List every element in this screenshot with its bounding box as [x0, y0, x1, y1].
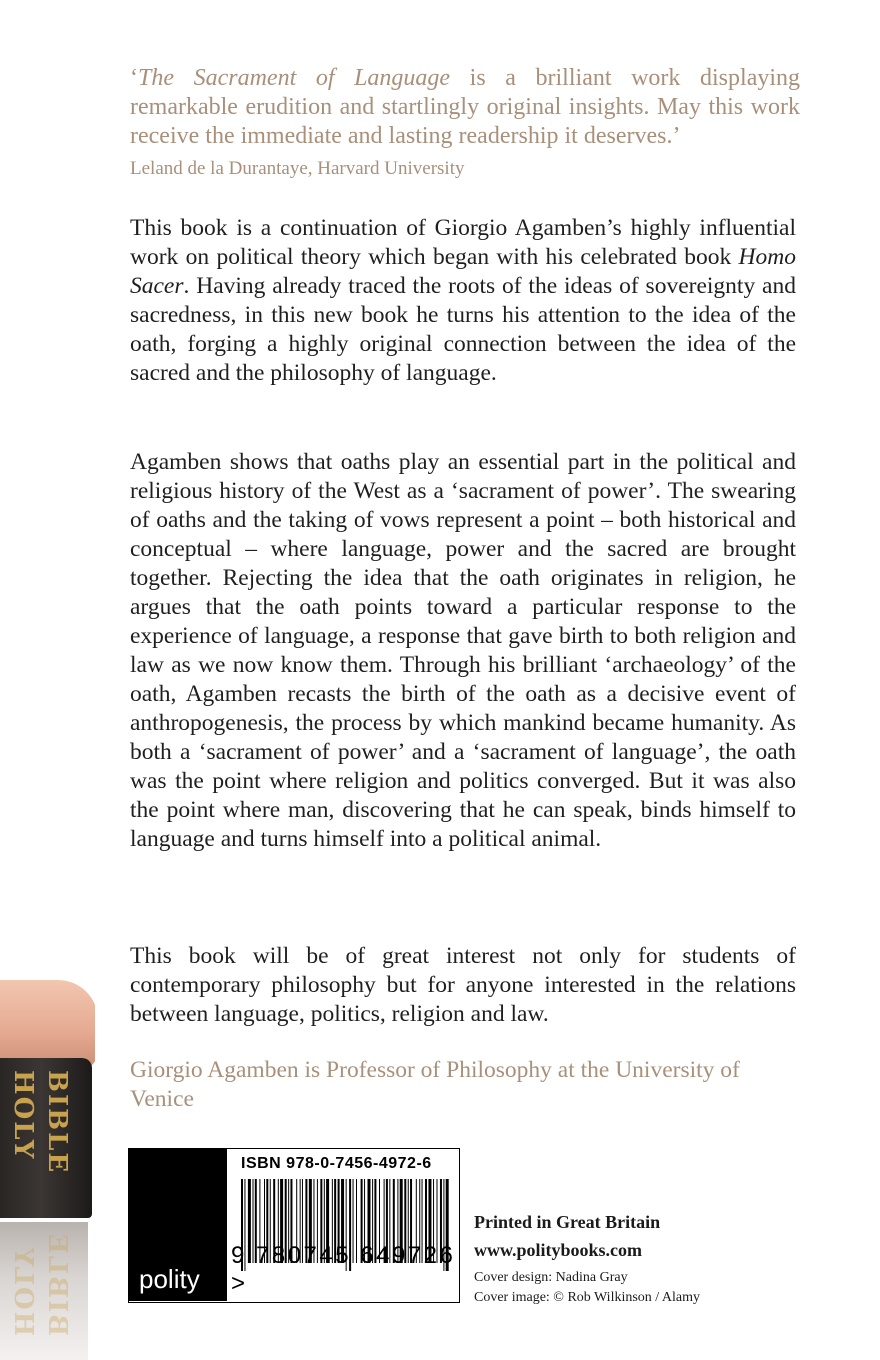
bible-spine-text [8, 1070, 84, 1210]
barcode-digits: 9 780745 649726 > [231, 1242, 456, 1297]
p1-text-start: This book is a continuation of Giorgio Agamben’s highly influential work on political theory which began with his celebrated book [130, 215, 796, 270]
quote-open-mark: ‘ [130, 65, 138, 91]
publisher-logo: polity [139, 1264, 200, 1294]
bible-word-bible: BIBLE [42, 1070, 72, 1175]
description-paragraph-3: This book will be of great interest not only for students of contemporary philosophy but for anyone interested in the relations between language, politics, religion and law. [130, 943, 796, 1027]
description-paragraph-1 [130, 214, 796, 388]
isbn-label: ISBN 978-0-7456-4972-6 [241, 1155, 432, 1172]
p1-text-end: . Having already traced the roots of the ideas of sovereignty and sacredness, in this new book he turns his attention to the idea of the oath, forging a highly original connection between the idea of the sacred and the philosophy of language. [130, 273, 796, 386]
reflection-word-bible: BIBLE [42, 1232, 72, 1337]
publisher-logo-block [129, 1149, 227, 1301]
printed-in: Printed in Great Britain [474, 1212, 661, 1232]
bible-word-holy: HOLY [8, 1070, 38, 1161]
reflection-word-holy: HOLY [8, 1245, 38, 1337]
endorsement-quote [130, 64, 800, 151]
bible-reflection-text [8, 1232, 72, 1336]
quote-book-title: The Sacrament of Language [138, 65, 451, 91]
cover-design-credit: Cover design: Nadina Gray [474, 1270, 628, 1285]
quote-text: is a brilliant work displaying remarkable erudition and startlingly original insights. May this work receive the immediate and lasting readership it deserves.’ [130, 65, 801, 149]
cover-image-credit: Cover image: © Rob Wilkinson / Alamy [474, 1290, 701, 1305]
publisher-website[interactable]: www.politybooks.com [474, 1240, 643, 1260]
description-paragraph-2: Agamben shows that oaths play an essential part in the political and religious history of the West as a ‘sacrament of power’. The swearing of oaths and the taking of vows represent a point – both historical and conceptual – where language, power and the sacred are brought together. Rejecting the idea that the oath originates in religion, he argues that the oath points toward a particular response to the experience of language, a response that gave birth to both religion and law as we now know them. Through his brilliant ‘archaeology’ of the oath, Agamben recasts the birth of the oath as a decisive event of anthropogenesis, the process by which mankind became humanity. As both a ‘sacrament of power’ and a ‘sacrament of language’, the oath was the point where religion and politics converged. But it was also the point where man, discovering that he can speak, binds himself to language and turns himself into a political animal. [130, 449, 796, 852]
p1-book-title: Homo Sacer [130, 244, 796, 299]
barcode-block [128, 1148, 460, 1303]
quote-attribution: Leland de la Durantaye, Harvard University [130, 158, 465, 179]
author-bio: Giorgio Agamben is Professor of Philosophy at the University of Venice [130, 1057, 740, 1112]
cover-image-bible [0, 970, 95, 1360]
